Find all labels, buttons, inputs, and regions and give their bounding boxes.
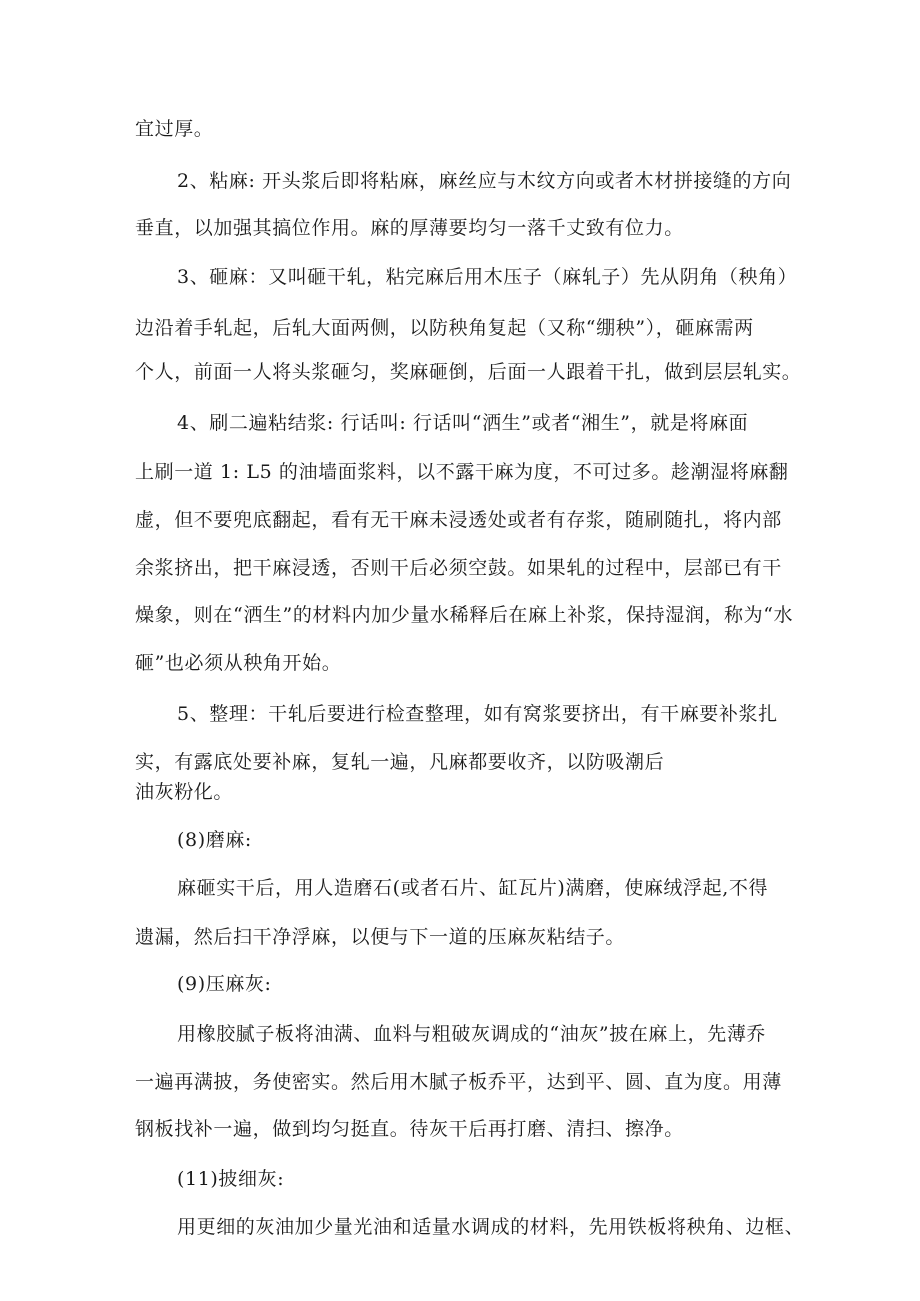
text-line: 垂直，以加强其搞位作用。麻的厚薄要均匀一落千丈致有位力。 [135, 217, 684, 239]
text-line: 2、粘麻: 开头浆后即将粘麻，麻丝应与木纹方向或者木材拼接缝的方向 [177, 170, 792, 192]
text-line: 钢板找补一遍，做到均匀挺直。待灰干后再打磨、清扫、擦净。 [135, 1118, 684, 1140]
section-heading: (11)披细灰: [177, 1168, 285, 1190]
text-line: 4、刷二遍粘结浆: 行话叫: 行话叫“洒生”或者“湘生”，就是将麻面 [177, 412, 749, 434]
text-line: 上刷一道 1: L5 的油墙面浆料，以不露干麻为度，不可过多。趁潮湿将麻翻 [135, 461, 789, 483]
text-line: 麻砸实干后，用人造磨石(或者石片、缸瓦片)满磨，使麻绒浮起,不得 [177, 877, 769, 899]
text-line: 一遍再满披，务使密实。然后用木腻子板乔平，达到平、圆、直为度。用薄 [135, 1071, 782, 1093]
text-line: 个人，前面一人将头浆砸匀，奖麻砸倒，后面一人跟着干扎，做到层层轧实。 [135, 361, 802, 383]
text-line: 宜过厚。 [135, 118, 214, 140]
section-heading: (8)磨麻: [177, 829, 252, 851]
text-line: 实，有露底处要补麻，复轧一遍，凡麻都要收齐，以防吸潮后 [135, 751, 665, 773]
section-heading: (9)压麻灰: [177, 973, 272, 995]
text-line: 用橡胶腻子板将油满、血料与粗破灰调成的“油灰”披在麻上，先薄乔 [177, 1023, 767, 1045]
text-line: 虚，但不要兜底翻起，看有无干麻未浸透处或者有存浆，随刷随扎，将内部 [135, 509, 782, 531]
text-line: 燥象，则在“洒生”的材料内加少量水稀释后在麻上补浆，保持湿润，称为“水 [135, 604, 794, 626]
text-line: 3、砸麻：又叫砸干轧，粘完麻后用木压子（麻轧子）先从阴角（秧角） [177, 266, 798, 288]
text-line: 边沿着手轧起，后轧大面两侧，以防秧角复起（又称“绷秧”），砸麻需两 [135, 317, 754, 339]
text-line: 5、整理：干轧后要进行检查整理，如有窝浆要挤出，有干麻要补浆扎 [177, 703, 778, 725]
text-line: 油灰粉化。 [135, 781, 234, 803]
text-line: 遗漏，然后扫干净浮麻，以便与下一道的压麻灰粘结子。 [135, 926, 626, 948]
text-line: 用更细的灰油加少量光油和适量水调成的材料，先用铁板将秧角、边框、 [177, 1216, 805, 1238]
text-line: 砸”也必须从秧角开始。 [135, 652, 342, 674]
text-line: 余浆挤出，把干麻浸透，否则干后必须空鼓。如果轧的过程中，层部已有干 [135, 557, 782, 579]
